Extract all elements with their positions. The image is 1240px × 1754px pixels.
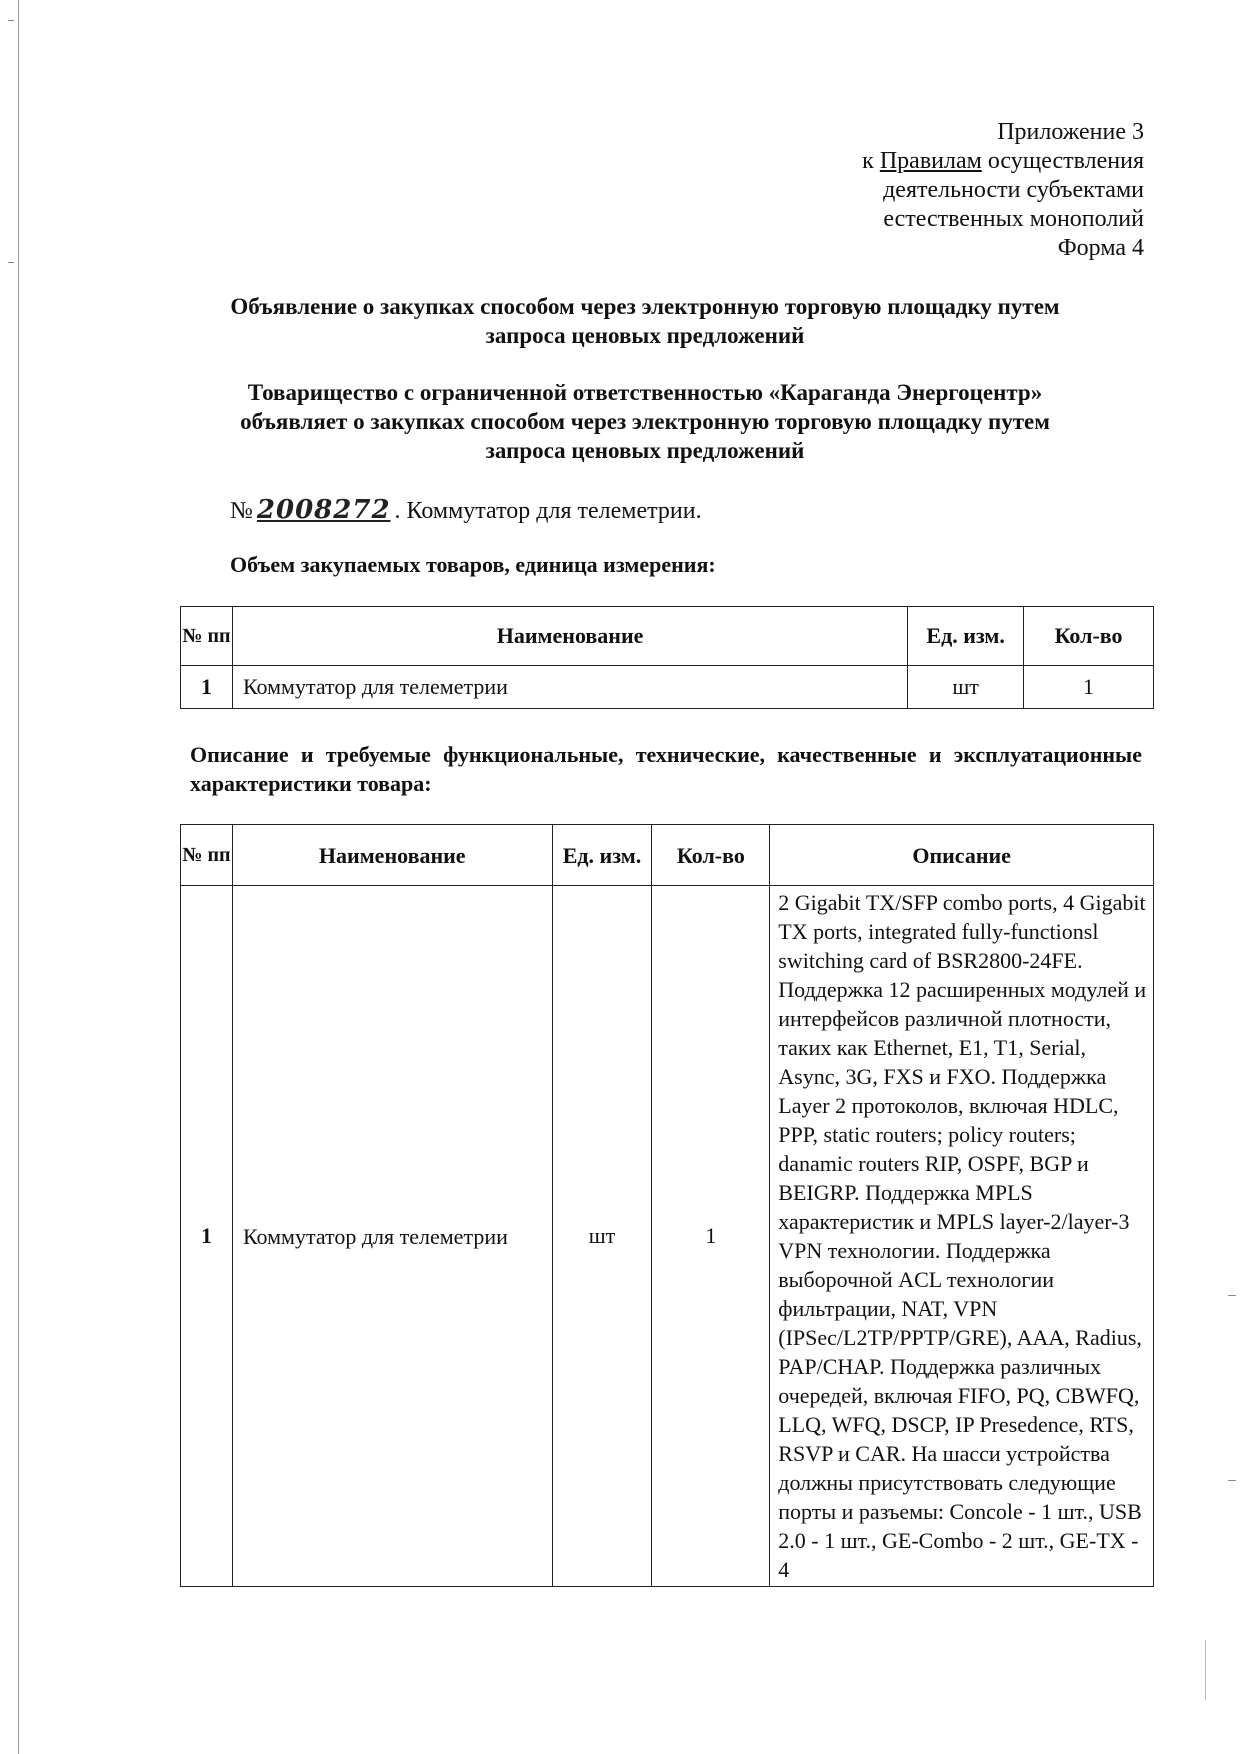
table-header-row: [181, 825, 1154, 886]
cell-name: Коммутатор для телеметрии: [232, 886, 552, 1587]
appendix-suffix: осуществления: [981, 148, 1144, 174]
appendix-prefix: к: [862, 148, 880, 174]
company-announcement: [180, 378, 1110, 465]
form-number: Форма 4: [1057, 235, 1144, 261]
scan-speck: [8, 20, 14, 21]
scan-speck: [1205, 1640, 1206, 1700]
order-title: . Коммутатор для телеметрии.: [394, 498, 702, 524]
announcement-title: [180, 292, 1110, 350]
company-line-3: запроса ценовых предложений: [485, 438, 805, 463]
header-qty: Кол-во: [652, 825, 770, 886]
title-line-2: запроса ценовых предложений: [485, 323, 805, 348]
table-header-row: [181, 607, 1154, 666]
cell-name: Коммутатор для телеметрии: [232, 666, 907, 709]
title-line-1: Объявление о закупках способом через электронную торговую площадку путем: [230, 294, 1060, 319]
cell-no: 1: [181, 666, 233, 709]
appendix-rules-line: [862, 147, 1144, 176]
order-line: [230, 495, 702, 525]
cell-unit: шт: [908, 666, 1024, 709]
cell-qty: 1: [1024, 666, 1154, 709]
number-sign: №: [230, 498, 253, 524]
scan-speck: [1228, 1480, 1236, 1481]
header-qty: Кол-во: [1024, 607, 1154, 666]
volume-table: [180, 606, 1154, 709]
header-name: Наименование: [232, 825, 552, 886]
header-unit: Ед. изм.: [908, 607, 1024, 666]
cell-qty: 1: [652, 886, 770, 1587]
appendix-block: [862, 118, 1144, 263]
specification-table: [180, 824, 1154, 1587]
description-heading: Описание и требуемые функциональные, технические, качественные и эксплуатационные характеристики товара:: [190, 742, 1142, 796]
cell-description: 2 Gigabit TX/SFP combo ports, 4 Gigabit TX ports, integrated fully-functionsl switching card of BSR2800-24FE. Поддержка 12 расширенных модулей и интерфейсов различной плотности, таких как Ethernet, E1, T1, Serial, Async, 3G, FXS и FXO. Поддержка Layer 2 протоколов, включая HDLC, PPP, static routers; policy routers; danamic routers RIP, OSPF, BGP и BEIGRP. Поддержка MPLS характеристик и MPLS layer-2/layer-3 VPN технологии. Поддержка выборочной ACL технологии фильтрации, NAT, VPN (IPSec/L2TP/PPTP/GRE), AAA, Radius, PAP/CHAP. Поддержка различных очередей, включая FIFO, PQ, CBWFQ, LLQ, WFQ, DSCP, IP Presedence, RTS, RSVP и CAR. На шасси устройства должны присутствовать следующие порты и разъемы: Concole - 1 шт., USB 2.0 - 1 шт., GE-Combo - 2 шт., GE-TX - 4: [770, 886, 1154, 1587]
scan-edge-line: [18, 0, 19, 1754]
header-no: № пп: [181, 825, 233, 886]
handwritten-order-number: 2008272: [256, 495, 391, 525]
rules-link[interactable]: Правилам: [879, 148, 982, 174]
appendix-line4: естественных монополий: [883, 206, 1144, 232]
table-row: [181, 886, 1154, 1587]
header-name: Наименование: [232, 607, 907, 666]
cell-unit: шт: [552, 886, 652, 1587]
scan-speck: [1228, 1295, 1236, 1296]
appendix-line3: деятельности субъектами: [883, 177, 1144, 203]
scan-speck: [8, 262, 14, 263]
company-line-2: объявляет о закупках способом через электронную торговую площадку путем: [240, 409, 1050, 434]
header-description: Описание: [770, 825, 1154, 886]
appendix-number: Приложение 3: [997, 119, 1144, 145]
header-unit: Ед. изм.: [552, 825, 652, 886]
table-row: [181, 666, 1154, 709]
header-no: № пп: [181, 607, 233, 666]
company-line-1: Товарищество с ограниченной ответственностью «Караганда Энергоцентр»: [247, 380, 1043, 405]
volume-heading: Объем закупаемых товаров, единица измерения:: [230, 552, 716, 577]
cell-no: 1: [181, 886, 233, 1587]
